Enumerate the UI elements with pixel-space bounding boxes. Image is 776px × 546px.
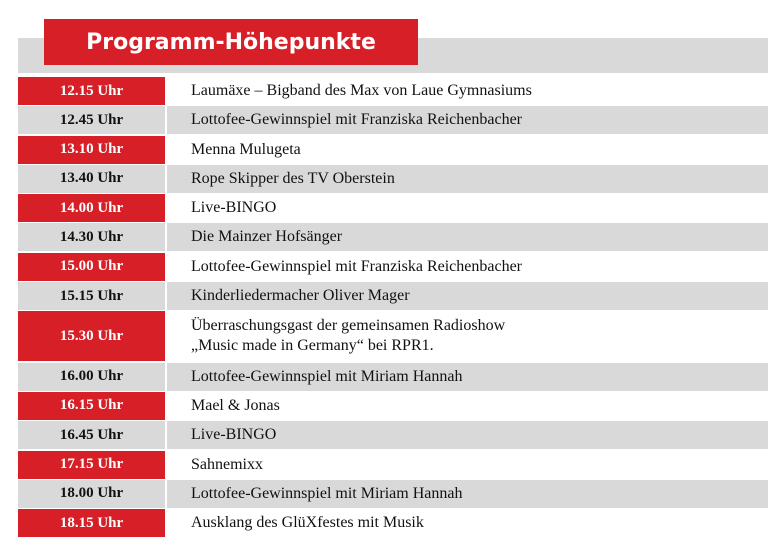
schedule-row — [18, 480, 768, 508]
time-cell: 17.15 Uhr — [18, 451, 165, 479]
description-cell — [167, 136, 768, 164]
time-cell: 15.30 Uhr — [18, 311, 165, 361]
description-line: Ausklang des GlüXfestes mit Musik — [191, 514, 424, 532]
description-cell — [167, 392, 768, 420]
description-cell — [167, 282, 768, 310]
time-cell: 12.15 Uhr — [18, 77, 165, 105]
title-banner — [44, 19, 418, 65]
description-line: Lottofee-Gewinnspiel mit Miriam Hannah — [191, 367, 463, 385]
description-line: Laumäxe – Bigband des Max von Laue Gymnasiums — [191, 82, 532, 99]
time-cell: 12.45 Uhr — [18, 106, 165, 134]
description-cell — [167, 311, 768, 361]
time-cell: 14.00 Uhr — [18, 194, 165, 222]
time-cell: 16.15 Uhr — [18, 392, 165, 420]
time-cell: 15.15 Uhr — [18, 282, 165, 310]
schedule-row — [18, 363, 768, 391]
description-cell — [167, 106, 768, 134]
time-cell: 18.15 Uhr — [18, 509, 165, 537]
schedule-row — [18, 253, 768, 281]
description-line: Live-BINGO — [191, 426, 277, 444]
schedule-row — [18, 392, 768, 420]
time-cell: 14.30 Uhr — [18, 223, 165, 251]
schedule-row — [18, 136, 768, 164]
description-line: Mael & Jonas — [191, 396, 280, 414]
schedule-row — [18, 282, 768, 310]
description-cell — [167, 363, 768, 391]
description-cell — [167, 223, 768, 251]
description-line: Kinderliedermacher Oliver Mager — [191, 287, 410, 305]
description-cell — [167, 165, 768, 193]
description-cell — [167, 253, 768, 281]
description-line: Rope Skipper des TV Oberstein — [191, 169, 395, 187]
schedule-row — [18, 194, 768, 222]
description-cell — [167, 77, 768, 105]
time-cell: 16.00 Uhr — [18, 363, 165, 391]
description-line: Lottofee-Gewinnspiel mit Franziska Reichenbacher — [191, 257, 522, 275]
description-line: Live-BINGO — [191, 199, 277, 217]
description-line: Lottofee-Gewinnspiel mit Franziska Reichenbacher — [191, 111, 522, 129]
description-cell — [167, 194, 768, 222]
schedule-row — [18, 165, 768, 193]
time-cell: 13.10 Uhr — [18, 136, 165, 164]
schedule-row — [18, 311, 768, 361]
description-line: Überraschungsgast der gemeinsamen Radioshow — [191, 317, 506, 335]
description-line: „Music made in Germany“ bei RPR1. — [191, 337, 434, 355]
description-line: Sahnemixx — [191, 455, 263, 473]
description-cell — [167, 421, 768, 449]
description-line: Menna Mulugeta — [191, 140, 301, 158]
schedule-row — [18, 223, 768, 251]
schedule-row — [18, 77, 768, 105]
schedule-row — [18, 421, 768, 449]
schedule-row — [18, 509, 768, 537]
description-cell — [167, 480, 768, 508]
time-cell: 15.00 Uhr — [18, 253, 165, 281]
schedule-row — [18, 106, 768, 134]
page-title: Programm-Höhepunkte — [86, 29, 376, 55]
time-cell: 16.45 Uhr — [18, 421, 165, 449]
description-line: Die Mainzer Hofsänger — [191, 228, 343, 246]
description-cell — [167, 451, 768, 479]
description-cell — [167, 509, 768, 537]
time-cell: 13.40 Uhr — [18, 165, 165, 193]
schedule-table — [18, 77, 768, 538]
schedule-row — [18, 451, 768, 479]
description-line: Lottofee-Gewinnspiel mit Miriam Hannah — [191, 484, 463, 502]
time-cell: 18.00 Uhr — [18, 480, 165, 508]
